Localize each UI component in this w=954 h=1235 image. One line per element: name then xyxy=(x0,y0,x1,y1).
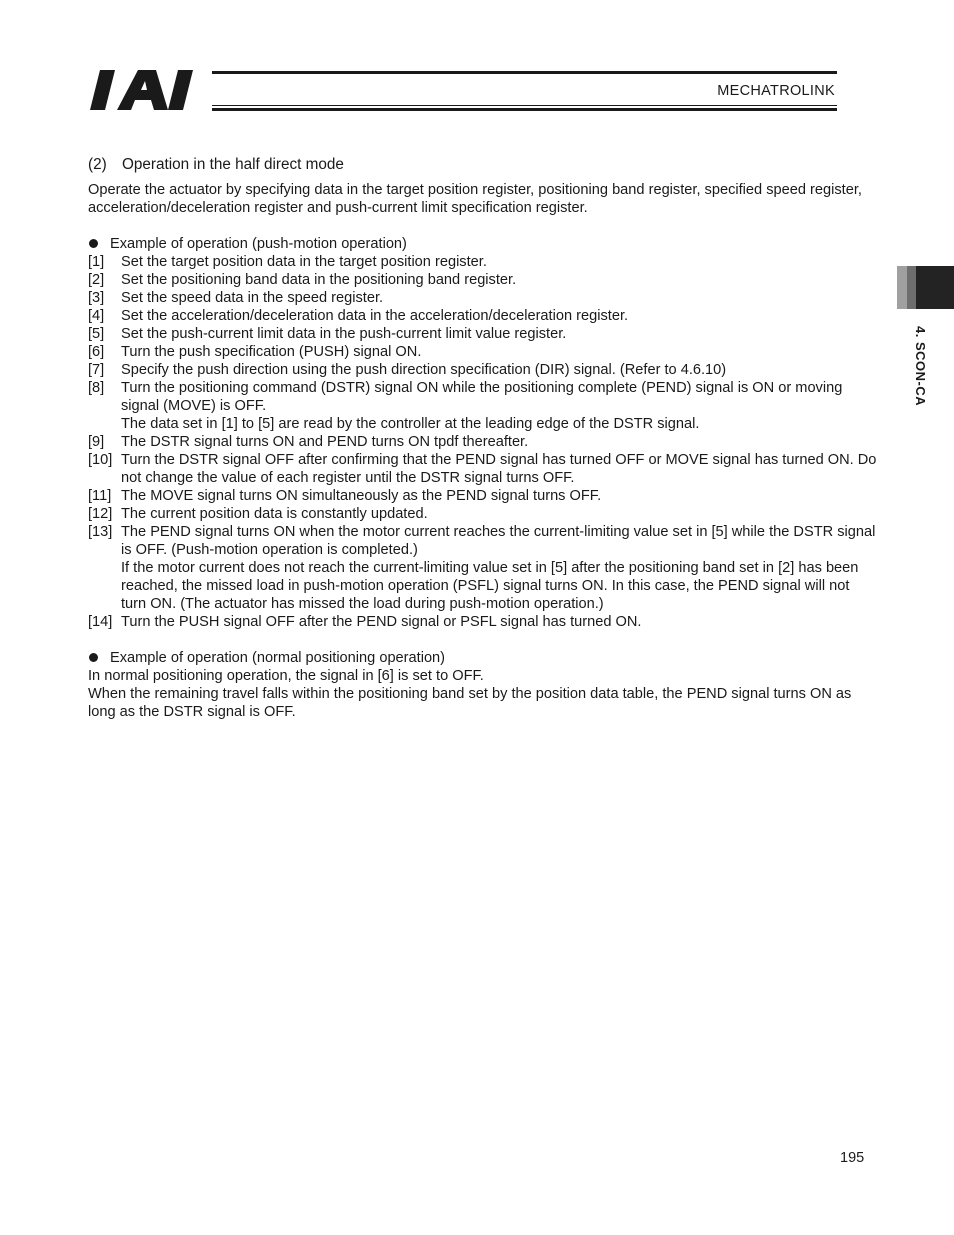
step-1 xyxy=(88,253,878,271)
step-11 xyxy=(88,487,878,505)
step-continuation: The data set in [1] to [5] are read by the controller at the leading edge of the DSTR signal. xyxy=(121,416,700,432)
step-number: [6] xyxy=(88,344,105,360)
page-number: 195 xyxy=(840,1150,865,1166)
step-number: [11] xyxy=(88,488,112,504)
step-9 xyxy=(88,433,878,451)
section-heading xyxy=(88,155,878,175)
section-intro: Operate the actuator by specifying data in the target position register, positioning band register, specified speed register, acceleration/deceleration register and push-current limit specification register. xyxy=(88,182,862,216)
step-number: [8] xyxy=(88,380,105,396)
step-number: [9] xyxy=(88,434,105,450)
step-number: [14] xyxy=(88,614,113,630)
bullet-icon xyxy=(89,653,98,662)
step-text: Set the push-current limit data in the push-current limit value register. xyxy=(121,326,567,342)
header-rules xyxy=(212,71,837,111)
step-4 xyxy=(88,307,878,325)
step-text: Set the acceleration/deceleration data in the acceleration/deceleration register. xyxy=(121,308,629,324)
step-text: The DSTR signal turns ON and PEND turns ON tpdf thereafter. xyxy=(121,434,529,450)
bullet-icon xyxy=(89,239,98,248)
page-content xyxy=(88,155,878,721)
step-number: [2] xyxy=(88,272,105,288)
step-number: [7] xyxy=(88,362,105,378)
header-rule-top xyxy=(212,71,837,74)
step-text: The PEND signal turns ON when the motor current reaches the current-limiting value set in [5] while the DSTR signal is OFF. (Push-motion operation is completed.) xyxy=(121,524,876,558)
step-continuation: If the motor current does not reach the current-limiting value set in [5] after the positioning band set in [2] has been reached, the missed load in push-motion operation (PSFL) signal turns ON. In this case, the PEND signal will not turn ON. (The actuator has missed the load during push-motion operation.) xyxy=(121,560,859,612)
step-text: The MOVE signal turns ON simultaneously as the PEND signal turns OFF. xyxy=(121,488,602,504)
manual-title: MECHATROLINK xyxy=(717,83,835,99)
header-rule-bottom xyxy=(212,108,837,111)
step-5 xyxy=(88,325,878,343)
step-text: Turn the PUSH signal OFF after the PEND signal or PSFL signal has turned ON. xyxy=(121,614,642,630)
step-number: [13] xyxy=(88,524,113,540)
step-number: [3] xyxy=(88,290,105,306)
step-text: Specify the push direction using the push direction specification (DIR) signal. (Refer to 4.6.10) xyxy=(121,362,727,378)
step-number: [12] xyxy=(88,506,113,522)
step-2 xyxy=(88,271,878,289)
normal-example-heading xyxy=(88,649,878,667)
step-text: Turn the DSTR signal OFF after confirming that the PEND signal has turned OFF or MOVE signal has turned ON. Do not change the value of each register until the DSTR signal turns OFF. xyxy=(121,452,877,486)
step-text: The current position data is constantly updated. xyxy=(121,506,428,522)
step-number: [4] xyxy=(88,308,105,324)
step-number: [5] xyxy=(88,326,105,342)
step-text: Set the speed data in the speed register. xyxy=(121,290,384,306)
section-number: (2) xyxy=(88,156,107,173)
step-7 xyxy=(88,361,878,379)
push-example-heading xyxy=(88,235,878,253)
step-text: Turn the positioning command (DSTR) signal ON while the positioning complete (PEND) signal is ON or moving signal (MOVE) is OFF. xyxy=(121,380,843,414)
step-10 xyxy=(88,451,878,487)
step-13 xyxy=(88,523,878,613)
push-example-heading-text: Example of operation (push-motion operation) xyxy=(110,236,407,252)
step-3 xyxy=(88,289,878,307)
step-14 xyxy=(88,613,878,631)
step-number: [1] xyxy=(88,254,105,270)
section-title: Operation in the half direct mode xyxy=(122,156,344,173)
iai-logo xyxy=(90,70,208,110)
normal-example-line-2: When the remaining travel falls within the positioning band set by the position data table, the PEND signal turns ON as long as the DSTR signal is OFF. xyxy=(88,686,852,720)
normal-example-line-1: In normal positioning operation, the signal in [6] is set to OFF. xyxy=(88,668,484,684)
step-number: [10] xyxy=(88,452,113,468)
chapter-tab-marker xyxy=(897,266,954,309)
chapter-tab-label: 4. SCON-CA xyxy=(913,326,928,407)
step-12 xyxy=(88,505,878,523)
header-rule-thin xyxy=(212,105,837,106)
step-6 xyxy=(88,343,878,361)
step-text: Set the target position data in the target position register. xyxy=(121,254,487,270)
step-8 xyxy=(88,379,878,433)
step-text: Turn the push specification (PUSH) signal ON. xyxy=(121,344,422,360)
step-text: Set the positioning band data in the positioning band register. xyxy=(121,272,517,288)
normal-example-heading-text: Example of operation (normal positioning operation) xyxy=(110,650,446,666)
